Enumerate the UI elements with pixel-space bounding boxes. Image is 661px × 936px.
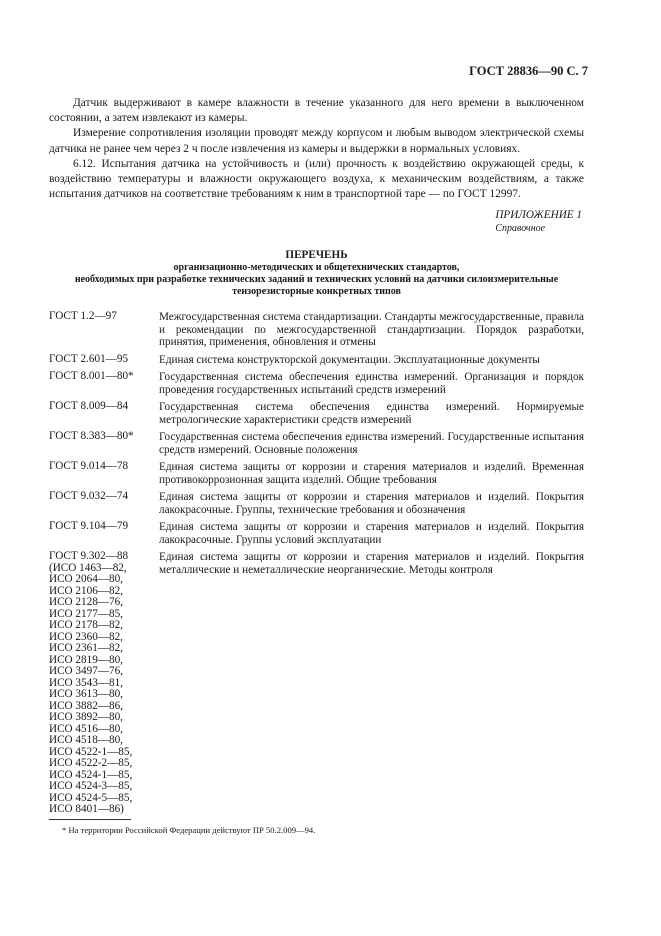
list-item [49,551,584,816]
list-item [49,401,584,426]
footnote-divider [49,819,131,820]
standard-description: Государственная система обеспечения единства измерений. Нормируемые метрологические характеристики средств измерений [159,401,584,426]
standard-description: Единая система защиты от коррозии и старения материалов и изделий. Покрытия металлические и неметаллические неорганические. Методы контроля [159,551,584,576]
list-subtitle-1: организационно-методических и общетехнических стандартов, [173,262,460,273]
paragraph: Датчик выдерживают в камере влажности в течение указанного для него времени в выключенном состоянии, а затем извлекают из камеры. [49,97,584,125]
appendix-title: ПРИЛОЖЕНИЕ 1 [495,209,582,221]
list-item [49,311,584,349]
standard-code: ГОСТ 9.104—79 [49,520,129,532]
list-subtitle-3: тензорезисторные конкретных типов [232,286,401,297]
standard-description: Государственная система обеспечения единства измерений. Организация и порядок проведения государственных испытаний средств измерений [159,371,584,396]
appendix-subtitle: Справочное [495,223,546,234]
standard-code: ГОСТ 2.601—95 [49,352,129,365]
standard-description: Единая система защиты от коррозии и старения материалов и изделий. Покрытия лакокрасочные. Группы условий эксплуатации [159,521,584,546]
standard-code: ГОСТ 9.302—88 (ИСО 1463—82, ИСО 2064—80, ИСО 2106—82, ИСО 2128—76, ИСО 2177—85, ИСО 2178—82, ИСО 2360—82, ИСО 2361—82, ИСО 2819—80, ИСО 3497—76, ИСО 3543—81, ИСО 3613—80, ИСО 3882—86, ИСО 3892—80, ИСО 4516—80, ИСО 4518—80, ИСО 4522-1—85, ИСО 4522-2—85, ИСО 4524-1—85, ИСО 4524-3—85, ИСО 4524-5—85, ИСО 8401—86) [49,550,133,815]
list-item [49,354,584,367]
list-title: ПЕРЕЧЕНЬ [285,249,348,261]
standard-code: ГОСТ 8.001—80* [49,370,134,382]
standard-code: ГОСТ 1.2—97 [49,310,117,322]
standard-code: ГОСТ 8.009—84 [49,400,129,412]
list-heading [49,248,584,298]
standard-code: ГОСТ 9.032—74 [49,490,129,502]
paragraph: 6.12. Испытания датчика на устойчивость и (или) прочность к воздействию окружающей среды, к воздействию температуры и влажности окружающего воздуха, к механическим воздействиям, а также испытания датчиков на соответствие требованиям к ним в транспортной таре — по ГОСТ 12997. [49,157,584,201]
list-item [49,371,584,396]
standards-list [49,311,584,821]
paragraph: Измерение сопротивления изоляции проводят между корпусом и любым выводом электрической схемы датчика не ранее чем через 2 ч после извлечения из камеры и выдержки в нормальных условиях. [49,127,584,155]
standard-description: Межгосударственная система стандартизации. Стандарты межгосударственные, правила и рекомендации по межгосударственной стандартизации. Порядок разработки, принятия, применения, обновления и отмены [159,311,584,348]
list-item [49,491,584,516]
list-item [49,521,584,546]
standard-code: ГОСТ 8.383—80* [49,430,134,442]
standard-code: ГОСТ 9.014—78 [49,460,129,472]
list-item [49,431,584,456]
standard-description: Единая система защиты от коррозии и старения материалов и изделий. Временная противокоррозионная защита изделий. Общие требования [159,461,584,486]
page-header: ГОСТ 28836—90 С. 7 [469,64,588,78]
standard-description: Единая система конструкторской документации. Эксплуатационные документы [159,353,540,366]
body-text [49,96,584,202]
standard-description: Единая система защиты от коррозии и старения материалов и изделий. Покрытия лакокрасочные. Группы, технические требования и обозначения [159,491,584,516]
list-subtitle-2: необходимых при разработке технических заданий и технических условий на датчики силоизмерительные [74,274,559,285]
standard-description: Государственная система обеспечения единства измерений. Государственные испытания средств измерений. Основные положения [159,431,584,456]
appendix-label [495,209,582,235]
list-item [49,461,584,486]
footnote: * На территории Российской Федерации действуют ПР 50.2.009—94. [62,825,316,835]
